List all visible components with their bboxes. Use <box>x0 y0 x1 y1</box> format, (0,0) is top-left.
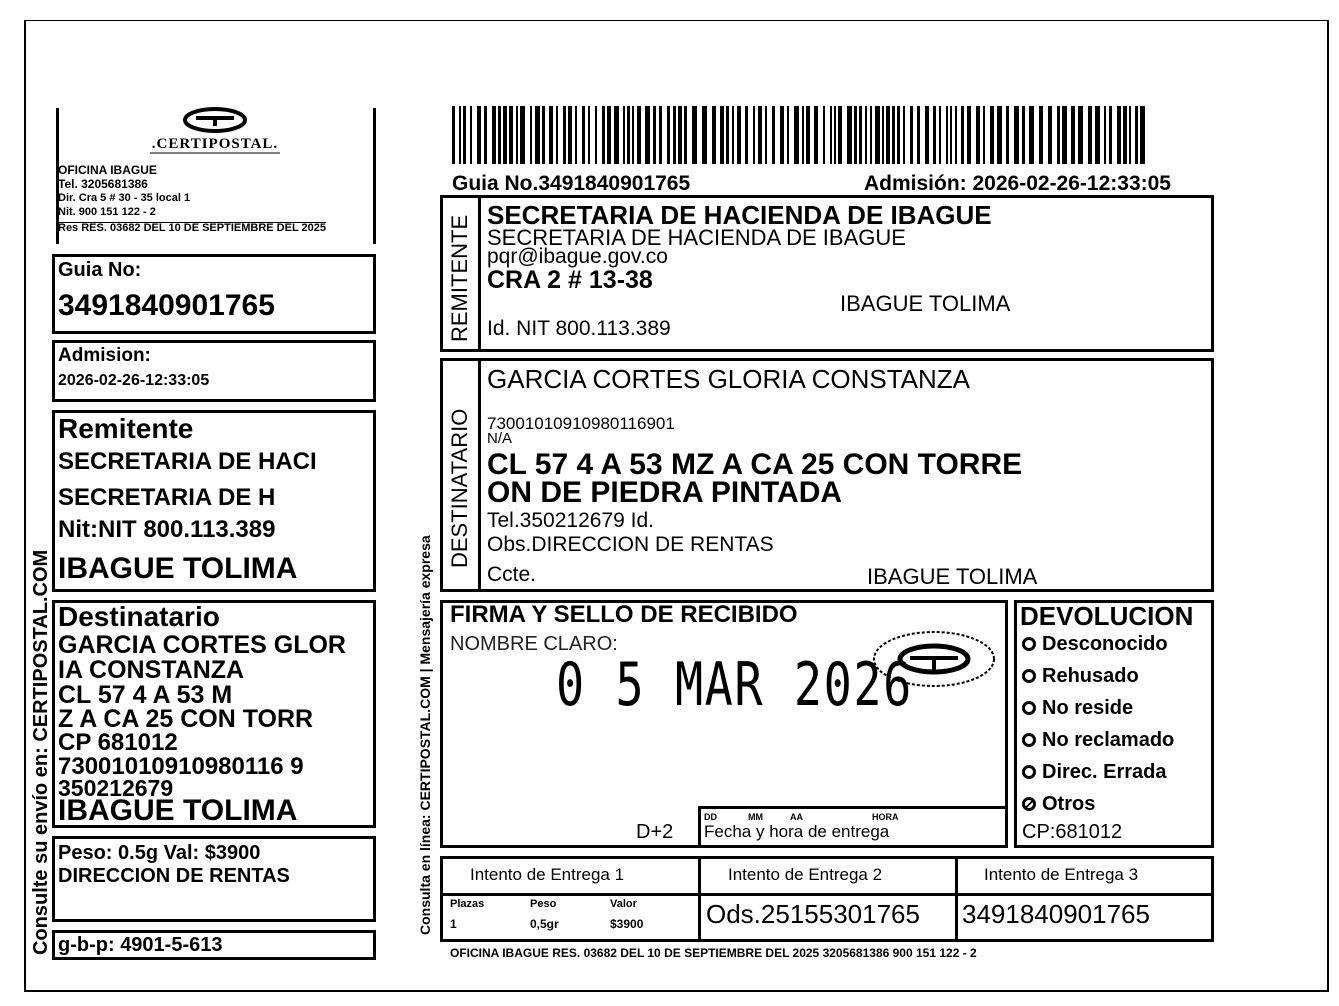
destinatario-na: N/A <box>487 430 513 447</box>
devolucion-title: DEVOLUCION <box>1020 601 1194 631</box>
remitente-name: SECRETARIA DE HACIENDA DE IBAGUE <box>487 225 906 250</box>
barcode-bar <box>1117 106 1121 164</box>
intentos-h-divider <box>440 893 1214 896</box>
barcode <box>452 106 1212 164</box>
destinatario-divider <box>478 358 481 592</box>
barcode-bar <box>1062 106 1067 164</box>
destinatario-left-line: CP 681012 <box>58 729 178 756</box>
devolucion-option-label: Otros <box>1042 793 1096 815</box>
barcode-bar <box>886 106 890 164</box>
barcode-bar <box>459 106 461 164</box>
barcode-bar <box>720 106 724 164</box>
barcode-bar <box>892 106 895 164</box>
destinatario-left-line: Z A CA 25 CON TORR <box>58 705 314 733</box>
barcode-bar <box>477 106 481 164</box>
footer-text: OFICINA IBAGUE RES. 03682 DEL 10 DE SEPTIEMBRE DEL 2025 3205681386 900 151 122 - 2 <box>450 946 977 960</box>
office-title: OFICINA IBAGUE <box>58 163 157 177</box>
barcode-bar <box>875 106 880 164</box>
destinatario-address-1: CL 57 4 A 53 MZ A CA 25 CON TORRE <box>487 448 1023 481</box>
guia-label: Guia No: <box>58 259 142 281</box>
barcode-bar <box>595 106 597 164</box>
barcode-bar <box>684 106 687 164</box>
barcode-bar <box>582 106 585 164</box>
side-text-consulta-linea: Consulta en línea: CERTIPOSTAL.COM | Mensajería expresa <box>417 535 433 935</box>
barcode-bar <box>1014 106 1019 164</box>
barcode-bar <box>933 106 936 164</box>
peso-value-2: 0,5gr <box>530 917 559 931</box>
office-res: Res RES. 03682 DEL 10 DE SEPTIEMBRE DEL 2025 <box>58 222 326 234</box>
firma-title: FIRMA Y SELLO DE RECIBIDO <box>450 601 798 628</box>
barcode-bar <box>530 106 532 164</box>
barcode-bar <box>925 106 929 164</box>
intento-3: Intento de Entrega 3 <box>984 865 1139 884</box>
barcode-bar <box>950 106 952 164</box>
barcode-bar <box>623 106 625 164</box>
barcode-bar <box>961 106 964 164</box>
destinatario-code: 73001010910980116901 <box>487 414 675 433</box>
header-admision: Admisión: 2026-02-26-12:33:05 <box>864 172 1171 195</box>
remitente-left-label: Remitente <box>58 413 194 444</box>
barcode-bar <box>910 106 913 164</box>
barcode-bar <box>946 106 948 164</box>
barcode-bar <box>787 106 789 164</box>
barcode-bar <box>535 106 540 164</box>
remitente-name-bold: SECRETARIA DE HACIENDA DE IBAGUE <box>487 200 992 230</box>
barcode-bar <box>814 106 818 164</box>
devolucion-option[interactable] <box>1022 698 1133 718</box>
barcode-bar <box>1129 106 1131 164</box>
intento-1: Intento de Entrega 1 <box>470 865 625 884</box>
barcode-bar <box>452 106 455 164</box>
devolucion-option[interactable] <box>1022 794 1095 814</box>
firma-nombre: NOMBRE CLARO: <box>450 633 618 655</box>
barcode-bar <box>588 106 590 164</box>
devolucion-option-label: Rehusado <box>1042 665 1139 687</box>
barcode-bar <box>780 106 784 164</box>
barcode-bar <box>897 106 900 164</box>
gbp-value: g-b-p: 4901-5-613 <box>58 934 223 956</box>
admision-value: 2026-02-26-12:33:05 <box>58 372 210 389</box>
dir-rentas: DIRECCION DE RENTAS <box>58 865 290 887</box>
radio-icon <box>1022 765 1036 779</box>
barcode-bar <box>830 106 832 164</box>
side-text-consulte: Consulte su envío en: CERTIPOSTAL.COM <box>30 549 52 955</box>
barcode-bar <box>1039 106 1043 164</box>
barcode-bar <box>627 106 630 164</box>
destinatario-left-line: 350212679 <box>58 775 174 801</box>
radio-icon <box>1022 733 1036 747</box>
devolucion-cp: CP:681012 <box>1022 821 1123 843</box>
destinatario-ccte: Ccte. <box>487 563 537 586</box>
barcode-bar <box>520 106 525 164</box>
barcode-bar <box>772 106 775 164</box>
destinatario-address-2: ON DE PIEDRA PINTADA <box>487 476 843 509</box>
destinatario-city: IBAGUE TOLIMA <box>867 564 1038 589</box>
barcode-bar <box>678 106 682 164</box>
office-dir: Dir. Cra 5 # 30 - 35 local 1 <box>58 192 191 204</box>
barcode-bar <box>1104 106 1106 164</box>
barcode-bar <box>509 106 513 164</box>
barcode-bar <box>516 106 518 164</box>
barcode-bar <box>1057 106 1060 164</box>
barcode-bar <box>983 106 985 164</box>
intento-2: Intento de Entrega 2 <box>728 865 883 884</box>
barcode-bar <box>726 106 729 164</box>
devolucion-option-label: Desconocido <box>1042 633 1168 655</box>
barcode-bar <box>732 106 734 164</box>
peso-label: Peso <box>530 898 557 910</box>
barcode-bar <box>503 106 507 164</box>
barcode-bar <box>903 106 905 164</box>
devolucion-option[interactable] <box>1022 762 1167 782</box>
barcode-bar <box>645 106 650 164</box>
barcode-bar <box>568 106 572 164</box>
fecha-label: Fecha y hora de entrega <box>704 822 890 841</box>
barcode-bar <box>692 106 697 164</box>
destinatario-left-line: 73001010910980116 9 <box>58 753 304 780</box>
barcode-bar <box>1095 106 1100 164</box>
barcode-bar <box>847 106 852 164</box>
header-guia: Guia No.3491840901765 <box>452 172 691 195</box>
devolucion-option[interactable] <box>1022 730 1174 750</box>
barcode-bar <box>498 106 501 164</box>
barcode-bar <box>870 106 872 164</box>
barcode-bar <box>1078 106 1083 164</box>
guia-number: 3491840901765 <box>58 289 275 322</box>
barcode-bar <box>470 106 472 164</box>
radio-marked-icon <box>1022 797 1036 811</box>
remitente-left-line: SECRETARIA DE HACI <box>58 448 317 475</box>
barcode-bar <box>1135 106 1138 164</box>
barcode-bar <box>1088 106 1092 164</box>
barcode-bar <box>463 106 466 164</box>
remitente-email: pqr@ibague.gov.co <box>487 245 668 268</box>
destinatario-left-line: GARCIA CORTES GLOR <box>58 631 346 659</box>
destinatario-left-line: IA CONSTANZA <box>58 656 245 684</box>
barcode-bar <box>838 106 842 164</box>
barcode-bar <box>794 106 799 164</box>
office-nit: Nit. 900 151 122 - 2 <box>58 206 156 218</box>
peso-value: Peso: 0.5g Val: $3900 <box>58 842 261 864</box>
remitente-city: IBAGUE TOLIMA <box>840 291 1011 316</box>
remitente-address: CRA 2 # 13-38 <box>487 266 653 294</box>
barcode-bar <box>745 106 748 164</box>
fecha-dd: DD <box>704 812 717 822</box>
fecha-aa: AA <box>790 812 803 822</box>
barcode-bar <box>1048 106 1052 164</box>
barcode-bar <box>702 106 707 164</box>
devolucion-option-label: No reclamado <box>1042 729 1175 751</box>
intentos-v-divider <box>955 856 958 942</box>
devolucion-option-label: Direc. Errada <box>1042 761 1167 783</box>
intentos-v-divider <box>698 856 701 942</box>
remitente-nit: Id. NIT 800.113.389 <box>487 317 671 340</box>
barcode-bar <box>997 106 1002 164</box>
barcode-bar <box>802 106 804 164</box>
barcode-bar <box>865 106 867 164</box>
barcode-bar <box>967 106 971 164</box>
barcode-bar <box>563 106 566 164</box>
destinatario-name: GARCIA CORTES GLORIA CONSTANZA <box>487 364 971 394</box>
barcode-bar <box>834 106 836 164</box>
barcode-bar <box>854 106 857 164</box>
radio-icon <box>1022 669 1036 683</box>
barcode-bar <box>673 106 676 164</box>
barcode-bar <box>659 106 662 164</box>
remitente-divider <box>478 195 481 352</box>
stamp-date: 0 5 MAR 2026 <box>556 650 913 720</box>
office-tel: Tel. 3205681386 <box>58 177 148 191</box>
barcode-bar <box>602 106 605 164</box>
fecha-mm: MM <box>748 812 763 822</box>
barcode-bar <box>575 106 577 164</box>
barcode-bar <box>1006 106 1009 164</box>
destinatario-obs: Obs.DIRECCION DE RENTAS <box>487 533 774 556</box>
barcode-bar <box>823 106 825 164</box>
fecha-hora: HORA <box>872 812 899 822</box>
barcode-bar <box>1029 106 1034 164</box>
barcode-bar <box>806 106 810 164</box>
barcode-bar <box>765 106 767 164</box>
devolucion-option[interactable] <box>1022 634 1168 654</box>
radio-icon <box>1022 701 1036 715</box>
ods-value: Ods.25155301765 <box>706 899 920 929</box>
barcode-bar <box>1109 106 1112 164</box>
barcode-bar <box>1071 106 1075 164</box>
destinatario-tel: Tel.350212679 Id. <box>487 509 654 532</box>
barcode-bar <box>712 106 716 164</box>
barcode-bar <box>667 106 670 164</box>
destinatario-side-label: DESTINATARIO <box>447 408 472 568</box>
barcode-bar <box>753 106 755 164</box>
barcode-bar <box>976 106 980 164</box>
devolucion-option[interactable] <box>1022 666 1139 686</box>
barcode-bar <box>542 106 545 164</box>
remitente-left-line: SECRETARIA DE H <box>58 484 276 511</box>
valor-value: $3900 <box>610 917 644 931</box>
barcode-bar <box>484 106 487 164</box>
barcode-bar <box>1140 106 1145 164</box>
barcode-bar <box>990 106 994 164</box>
remitente-left-line: Nit:NIT 800.113.389 <box>58 516 276 543</box>
barcode-bar <box>492 106 496 164</box>
barcode-bar <box>549 106 553 164</box>
barcode-bar <box>737 106 741 164</box>
d2-label: D+2 <box>636 821 674 843</box>
barcode-bar <box>939 106 941 164</box>
barcode-bar <box>632 106 634 164</box>
barcode-bar <box>917 106 920 164</box>
barcode-bar <box>758 106 762 164</box>
plazas-value: 1 <box>450 917 457 931</box>
barcode-bar <box>1123 106 1127 164</box>
barcode-bar <box>882 106 884 164</box>
destinatario-left-line: CL 57 4 A 53 M <box>58 681 233 709</box>
remitente-left-line: IBAGUE TOLIMA <box>58 552 298 585</box>
devolucion-option-label: No reside <box>1042 697 1134 719</box>
barcode-bar <box>607 106 611 164</box>
barcode-bar <box>637 106 641 164</box>
intento-guia: 3491840901765 <box>962 899 1150 929</box>
radio-icon <box>1022 637 1036 651</box>
valor-label: Valor <box>610 898 637 910</box>
barcode-bar <box>556 106 558 164</box>
barcode-bar <box>955 106 957 164</box>
stamp-seal-icon <box>870 628 998 690</box>
barcode-bar <box>1022 106 1025 164</box>
plazas-label: Plazas <box>450 898 485 910</box>
admision-label: Admision: <box>58 345 151 366</box>
remitente-side-label: REMITENTE <box>447 214 472 342</box>
destinatario-left-line: IBAGUE TOLIMA <box>58 794 298 827</box>
svg-text:.CERTIPOSTAL.: .CERTIPOSTAL. <box>151 136 279 152</box>
barcode-bar <box>859 106 862 164</box>
destinatario-left-label: Destinatario <box>58 601 220 632</box>
barcode-bar <box>653 106 656 164</box>
barcode-bar <box>614 106 619 164</box>
